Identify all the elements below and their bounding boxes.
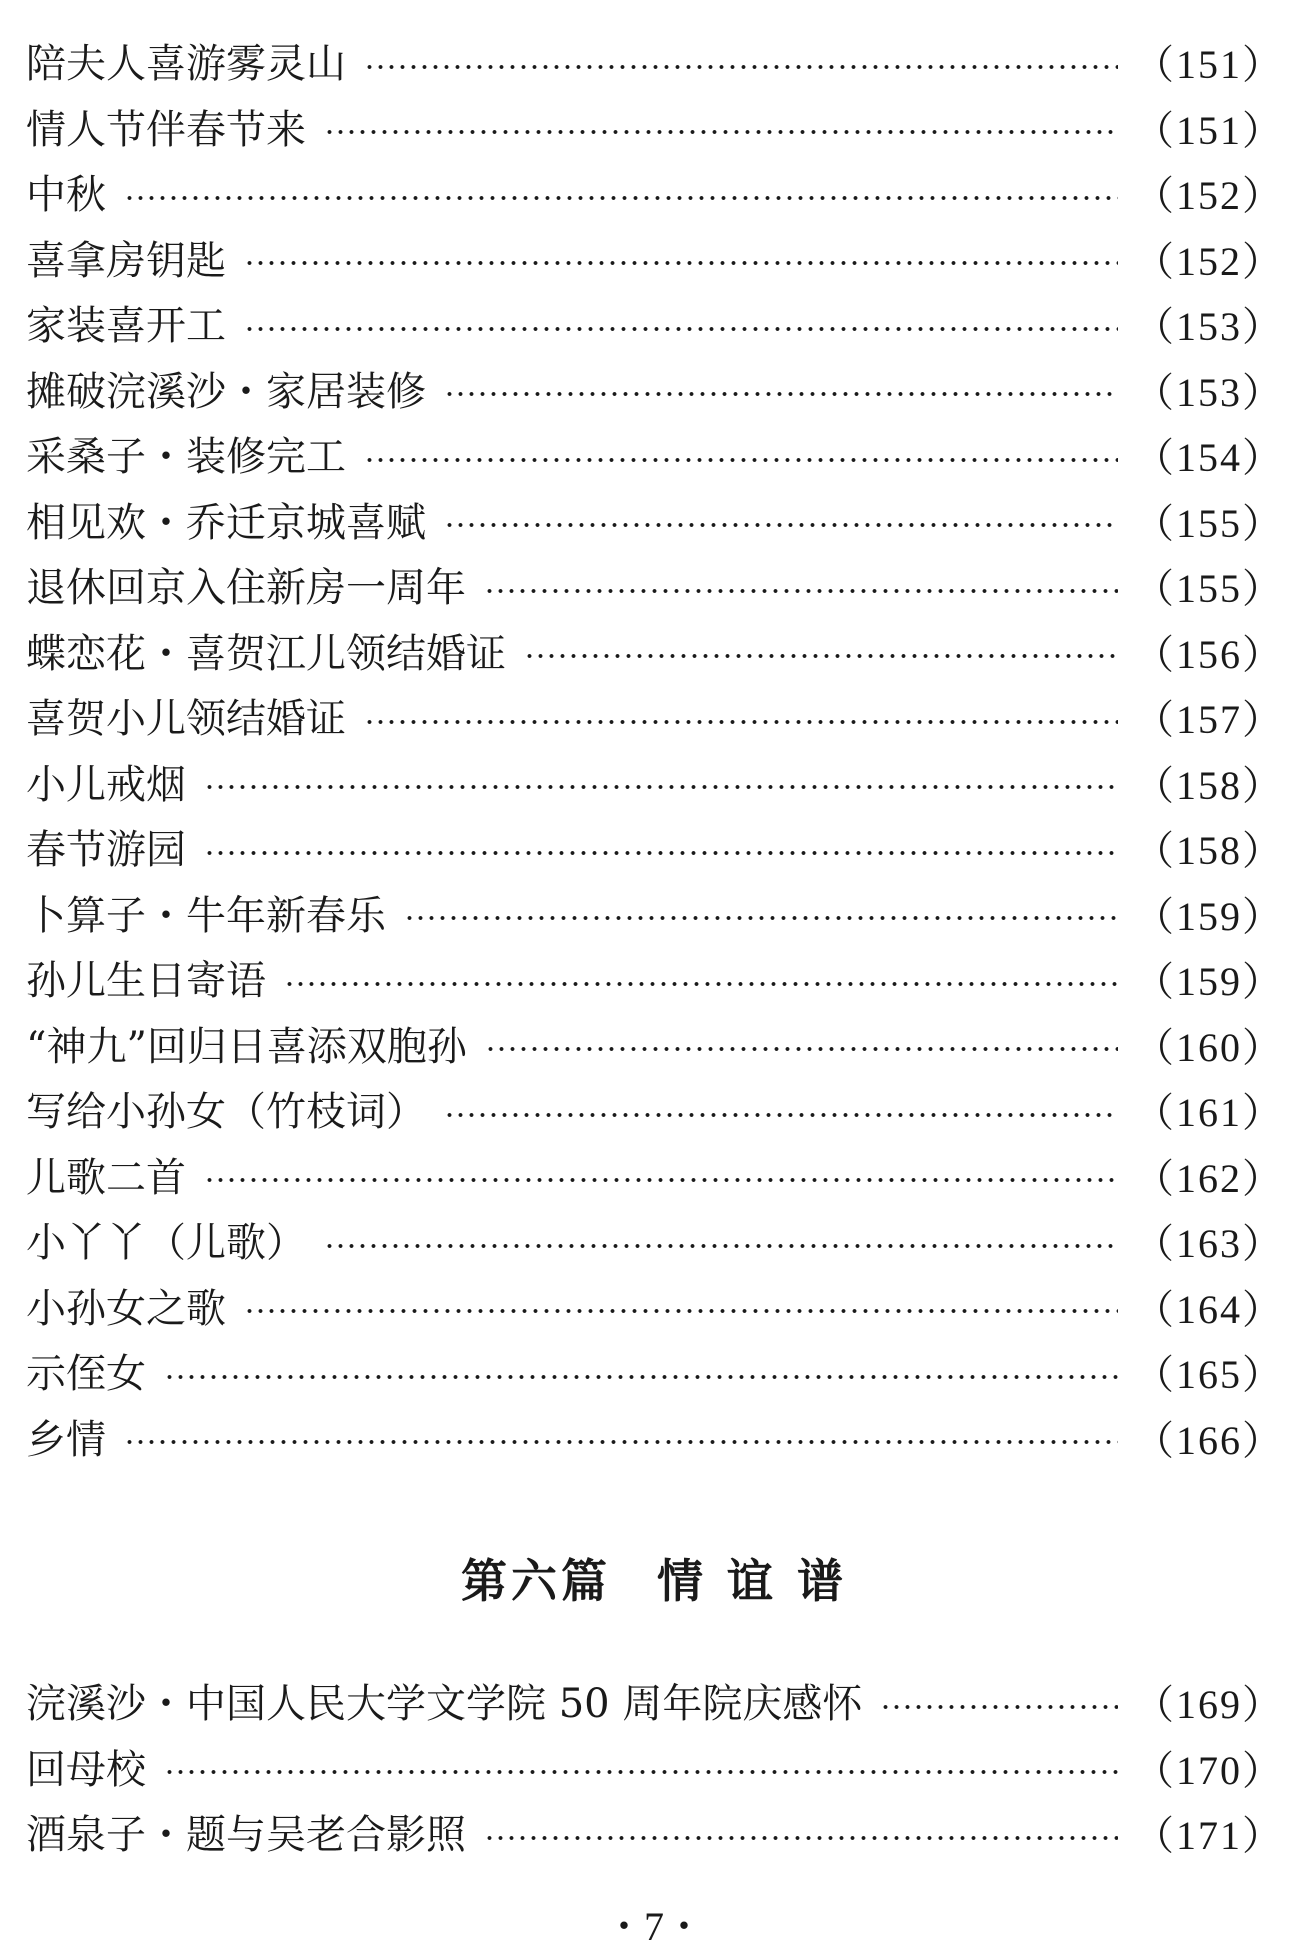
toc-entry-title: 回母校 [26, 1746, 146, 1793]
toc-entry [26, 622, 1284, 688]
toc-entry-page: （155） [1134, 500, 1284, 546]
toc-entry [26, 1277, 1284, 1343]
toc-entry-page: （153） [1134, 304, 1284, 349]
dot-leader [364, 457, 1118, 463]
page-number: ・7・ [604, 1904, 704, 1949]
toc-entry-title: 中秋 [26, 172, 106, 218]
toc-entry-title: 摊破浣溪沙・家居装修 [26, 368, 426, 415]
toc-entry [26, 1738, 1284, 1804]
dot-leader [244, 260, 1118, 266]
toc-entry-page: （152） [1134, 238, 1284, 284]
toc-entry-page: （151） [1134, 42, 1284, 87]
dot-leader [364, 719, 1118, 725]
toc-entry-page: （170） [1134, 1747, 1284, 1793]
toc-entry-page: （155） [1134, 566, 1284, 611]
dot-leader [485, 1046, 1118, 1052]
toc-entry-title: 写给小孙女（竹枝词） [26, 1089, 426, 1135]
toc-entry-page: （152） [1134, 173, 1284, 218]
dot-leader [404, 915, 1118, 921]
dot-leader [204, 784, 1118, 790]
toc-entry-page: （157） [1134, 697, 1284, 742]
toc-entry-page: （159） [1134, 893, 1284, 939]
dot-leader [484, 588, 1118, 594]
toc-entry-title: 酒泉子・题与吴老合影照 [26, 1812, 466, 1858]
toc-entry [26, 949, 1284, 1015]
dot-leader [164, 1374, 1118, 1380]
toc-entry-title: 退休回京入住新房一周年 [26, 565, 466, 611]
toc-entry [26, 753, 1284, 819]
toc-list [26, 32, 1284, 1473]
toc-entry-title: 小孙女之歌 [26, 1285, 226, 1332]
toc-entry [26, 818, 1284, 884]
toc-entry-title: 家装喜开工 [26, 303, 226, 349]
toc-entry-title: 喜贺小儿领结婚证 [26, 696, 346, 742]
toc-entry [26, 1080, 1284, 1146]
toc-entry-title: 采桑子・装修完工 [26, 434, 346, 480]
toc-entry-page: （169） [1134, 1682, 1284, 1727]
toc-entry-title: 乡情 [26, 1416, 106, 1463]
toc-entry-page: （158） [1134, 828, 1284, 873]
toc-entry-title: 陪夫人喜游雾灵山 [26, 41, 346, 87]
dot-leader [244, 1308, 1118, 1314]
dot-leader [444, 391, 1118, 397]
toc-entry-title: 小丫丫（儿歌） [26, 1220, 306, 1266]
toc-entry-page: （156） [1134, 631, 1284, 677]
toc-entry [26, 1146, 1284, 1212]
dot-leader [244, 326, 1118, 332]
toc-entry [26, 163, 1284, 229]
section-title: 情 谊 谱 [656, 1554, 848, 1608]
toc-entry-page: （165） [1134, 1352, 1284, 1397]
toc-entry-title: 春节游园 [26, 827, 186, 873]
toc-entry [26, 229, 1284, 295]
toc-entry [26, 1015, 1284, 1081]
toc-entry [26, 687, 1284, 753]
dot-leader [524, 653, 1118, 659]
dot-leader [324, 1243, 1118, 1249]
section-toc-list [26, 1672, 1284, 1869]
toc-entry [26, 32, 1284, 98]
toc-entry [26, 884, 1284, 950]
dot-leader [364, 64, 1118, 70]
toc-entry [26, 1803, 1284, 1869]
toc-entry [26, 360, 1284, 426]
toc-entry-title: 浣溪沙・中国人民大学文学院 50 周年院庆感怀 [26, 1681, 863, 1727]
toc-entry [26, 1342, 1284, 1408]
toc-entry-title: 儿歌二首 [26, 1154, 186, 1201]
dot-leader [204, 850, 1118, 856]
dot-leader [444, 522, 1118, 528]
toc-entry-page: （160） [1134, 1024, 1284, 1070]
toc-entry-title: 小儿戒烟 [26, 761, 186, 808]
toc-entry [26, 491, 1284, 557]
dot-leader [124, 1439, 1118, 1445]
toc-entry-title: 示侄女 [26, 1351, 146, 1397]
dot-leader [284, 981, 1118, 987]
toc-entry [26, 1408, 1284, 1474]
toc-entry [26, 1672, 1284, 1738]
toc-entry-title: 喜拿房钥匙 [26, 237, 226, 284]
toc-entry [26, 98, 1284, 164]
dot-leader [164, 1769, 1118, 1775]
toc-entry-title: “神九”回归日喜添双胞孙 [26, 1023, 467, 1070]
toc-entry-title: 孙儿生日寄语 [26, 958, 266, 1004]
toc-entry-title: 情人节伴春节来 [26, 106, 306, 153]
toc-entry [26, 294, 1284, 360]
toc-entry-page: （162） [1134, 1155, 1284, 1201]
toc-entry-title: 蝶恋花・喜贺江儿领结婚证 [26, 630, 506, 677]
section-number: 第六篇 [460, 1554, 611, 1608]
toc-entry-page: （171） [1134, 1813, 1284, 1858]
toc-entry-page: （154） [1134, 435, 1284, 480]
toc-entry-page: （161） [1134, 1090, 1284, 1135]
toc-entry [26, 1211, 1284, 1277]
dot-leader [324, 129, 1118, 135]
dot-leader [204, 1177, 1118, 1183]
toc-entry-page: （163） [1134, 1221, 1284, 1266]
dot-leader [444, 1112, 1118, 1118]
toc-entry-title: 相见欢・乔迁京城喜赋 [26, 499, 426, 546]
toc-entry-page: （153） [1134, 369, 1284, 415]
toc-entry [26, 425, 1284, 491]
toc-entry-page: （166） [1134, 1417, 1284, 1463]
dot-leader [124, 195, 1118, 201]
toc-entry-page: （151） [1134, 107, 1284, 153]
toc-entry-page: （164） [1134, 1286, 1284, 1332]
dot-leader [880, 1704, 1118, 1710]
toc-entry-page: （159） [1134, 959, 1284, 1004]
toc-entry-title: 卜算子・牛年新春乐 [26, 892, 386, 939]
toc-entry [26, 556, 1284, 622]
dot-leader [484, 1835, 1118, 1841]
section-heading [0, 1545, 1308, 1611]
toc-entry-page: （158） [1134, 762, 1284, 808]
